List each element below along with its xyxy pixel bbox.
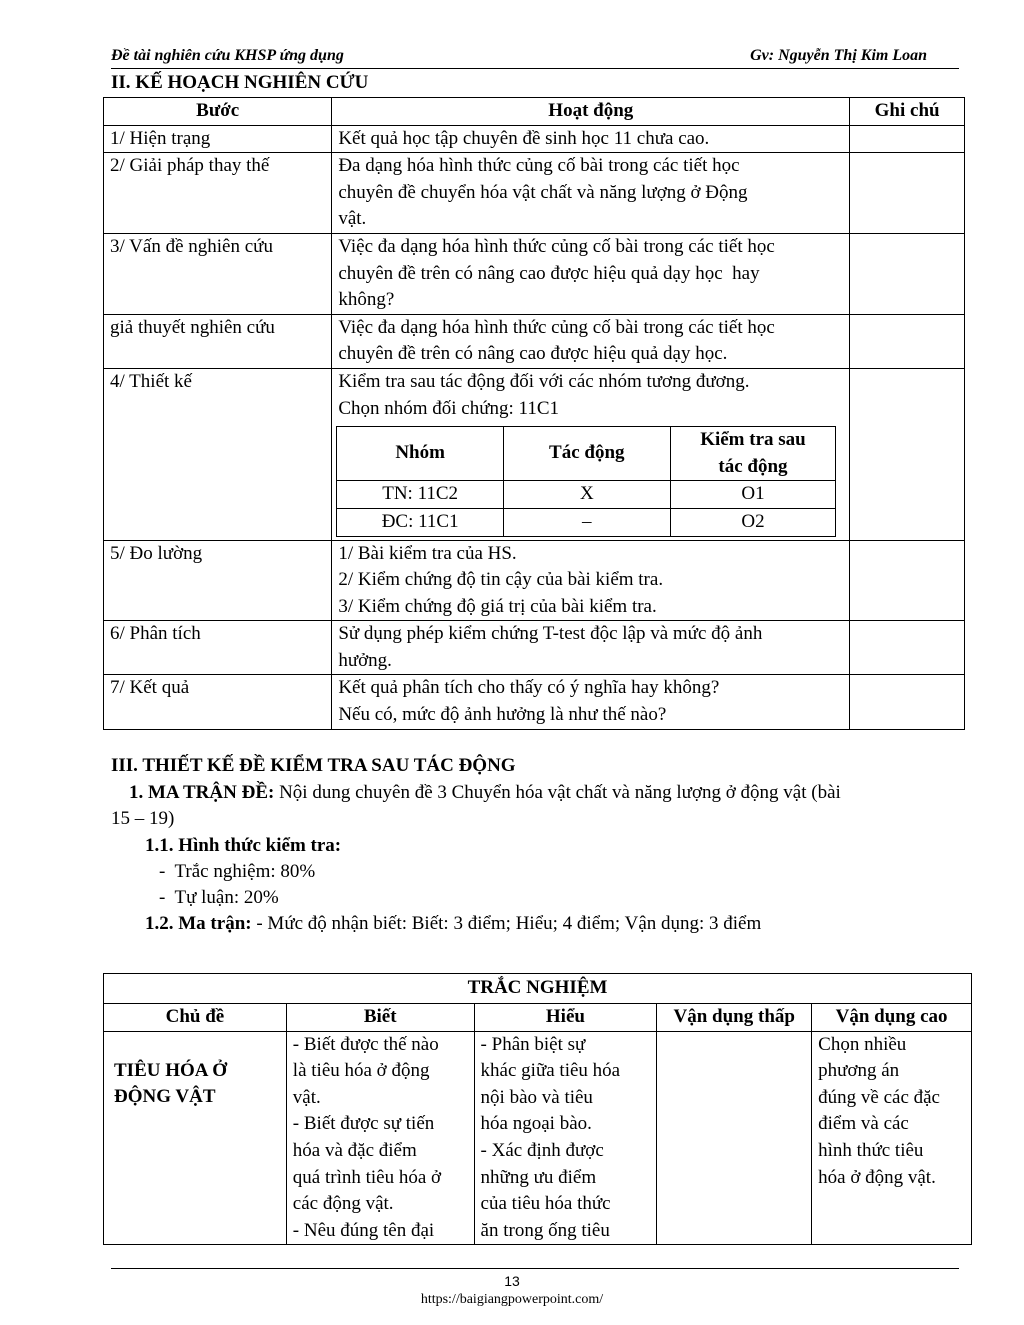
m-text: - Mức độ nhận biết: Biết: 3 điểm; Hiểu; 4 điểm; Vận dụng: 3 điểm [251,913,762,934]
understand-line: nội bào và tiêu [480,1086,593,1108]
footer-divider [111,1268,959,1269]
activity-line: chuyên đề trên có nâng cao được hiệu quả dạy học hay [338,262,760,284]
matrix-header-topic: Chủ đề [104,1004,287,1032]
apply-high-line: Chọn nhiều [818,1033,907,1055]
activity-line: Đa dạng hóa hình thức củng cố bài trong các tiết học [338,155,740,177]
activity-cell [332,621,850,675]
apply-high-line: hóa ở động vật. [818,1166,936,1188]
activity-line: Kết quả phân tích cho thấy có ý nghĩa hay không? [338,677,720,699]
header-right: Gv: Nguyễn Thị Kim Loan [750,47,927,64]
design-cell: ĐC: 11C1 [337,508,504,536]
posttest-line: tác động [718,455,788,477]
activity-line: Chọn nhóm đối chứng: 11C1 [338,397,560,419]
understand-cell [474,1031,657,1245]
step-cell: 7/ Kết quả [104,675,332,729]
apply-high-line: hình thức tiêu [818,1139,924,1161]
note-cell [850,314,965,368]
activity-line: Sử dụng phép kiểm chứng T-test độc lập và mức độ ảnh [338,623,763,645]
design-cell: – [503,508,670,536]
research-plan-table [103,97,965,730]
form-item: - Tự luận: 20% [159,887,279,908]
activity-line: Việc đa dạng hóa hình thức củng cố bài trong các tiết học [338,235,775,257]
know-line: là tiêu hóa ở động [292,1060,430,1082]
step-cell: giả thuyết nghiên cứu [104,314,332,368]
design-table [336,426,836,536]
activity-cell [332,153,850,234]
step-cell: 2/ Giải pháp thay thế [104,153,332,234]
note-cell [850,368,965,540]
design-row [337,508,836,536]
design-row [337,481,836,509]
matrix-label: 1. MA TRẬN ĐỀ: [129,782,275,803]
understand-line: của tiêu hóa thức [480,1193,611,1215]
table-row [104,540,965,621]
understand-line: khác giữa tiêu hóa [480,1060,621,1082]
understand-line: hóa ngoại bào. [480,1113,592,1135]
activity-cell [332,368,850,540]
understand-line: - Phân biệt sự [480,1033,586,1055]
activity-line: Kết quả học tập chuyên đề sinh học 11 chưa cao. [338,127,710,149]
step-cell: 6/ Phân tích [104,621,332,675]
apply-high-line: điểm và các [818,1113,909,1135]
activity-line: 2/ Kiểm chứng độ tin cậy của bài kiểm tra. [338,569,664,591]
step-cell: 3/ Vấn đề nghiên cứu [104,233,332,314]
col-header-step: Bước [104,98,332,126]
form-label: 1.1. Hình thức kiểm tra: [145,835,342,856]
know-line: các động vật. [292,1193,394,1215]
activity-line: Nếu có, mức độ ảnh hưởng là như thế nào? [338,704,667,726]
design-cell: O2 [670,508,836,536]
activity-line: 1/ Bài kiểm tra của HS. [338,542,517,564]
table-row [104,621,965,675]
test-matrix-table [103,973,972,1245]
activity-cell [332,675,850,729]
know-cell [286,1031,474,1245]
topic-cell [104,1031,287,1245]
design-cell: O1 [670,481,836,509]
understand-line: ăn trong ống tiêu [480,1219,610,1241]
know-line: hóa và đặc điểm [292,1139,417,1161]
section-2-title: II. KẾ HOẠCH NGHIÊN CỨU [111,72,369,93]
activity-line: hưởng. [338,649,392,671]
note-cell [850,621,965,675]
know-line: quá trình tiêu hóa ở [292,1166,442,1188]
design-header-group: Nhóm [337,427,504,481]
activity-line: chuyên đề chuyển hóa vật chất và năng lượng ở Động [338,181,748,203]
page-header [111,46,959,69]
table-row [104,125,965,153]
activity-cell [332,125,850,153]
topic-line: ĐỘNG VẬT [114,1086,216,1108]
design-cell: TN: 11C2 [337,481,504,509]
m-label: 1.2. Ma trận: [145,913,252,934]
matrix-heading [129,780,841,806]
table-row [104,233,965,314]
matrix-text-cont: 15 – 19) [111,808,175,829]
posttest-line: Kiểm tra sau [700,429,806,451]
step-cell: 1/ Hiện trạng [104,125,332,153]
understand-line: những ưu điểm [480,1166,597,1188]
matrix-text: Nội dung chuyên đề 3 Chuyển hóa vật chất và năng lượng ở động vật (bài [274,782,841,803]
page-number: 13 [504,1273,520,1289]
footer-url[interactable]: https://baigiangpowerpoint.com/ [420,1292,604,1307]
note-cell [850,153,965,234]
table-row [104,675,965,729]
step-cell: 4/ Thiết kế [104,368,332,540]
know-line: - Biết được thế nào [292,1033,439,1055]
design-header-posttest [670,427,836,481]
know-line: - Biết được sự tiến [292,1113,435,1135]
note-cell [850,125,965,153]
activity-cell [332,540,850,621]
col-header-activity: Hoạt động [332,98,850,126]
matrix-header-apply-high: Vận dụng cao [812,1004,972,1032]
activity-cell [332,233,850,314]
header-left: Đề tài nghiên cứu KHSP ứng dụng [111,47,344,64]
apply-high-cell [812,1031,972,1245]
apply-high-line: phương án [818,1060,900,1082]
activity-line: 3/ Kiểm chứng độ giá trị của bài kiểm tra. [338,595,657,617]
apply-high-line: đúng về các đặc [818,1086,940,1108]
activity-cell [332,314,850,368]
design-header-treatment: Tác động [503,427,670,481]
activity-line: vật. [338,208,367,230]
table-row [104,153,965,234]
matrix-header-know: Biết [286,1004,474,1032]
design-cell: X [503,481,670,509]
step-cell: 5/ Đo lường [104,540,332,621]
form-item: - Trắc nghiệm: 80% [159,861,316,882]
activity-line: không? [338,289,395,311]
know-line: - Nêu đúng tên đại [292,1219,435,1241]
note-cell [850,233,965,314]
apply-low-cell [657,1031,812,1245]
table-row [104,314,965,368]
activity-line: Kiểm tra sau tác động đối với các nhóm tương đương. [338,370,750,392]
note-cell [850,540,965,621]
col-header-note: Ghi chú [850,98,965,126]
table-row [104,368,965,540]
know-line: vật. [292,1086,321,1108]
matrix-table-title: TRẮC NGHIỆM [104,974,972,1004]
table-row [104,1031,972,1245]
topic-line: TIÊU HÓA Ở [114,1059,227,1081]
matrix-header-understand: Hiểu [474,1004,657,1032]
understand-line: - Xác định được [480,1139,604,1161]
activity-line: Việc đa dạng hóa hình thức củng cố bài trong các tiết học [338,316,775,338]
activity-line: chuyên đề trên có nâng cao được hiệu quả dạy học. [338,343,728,365]
note-cell [850,675,965,729]
matrix-level-line [145,911,761,937]
section-3-title: III. THIẾT KẾ ĐỀ KIỂM TRA SAU TÁC ĐỘNG [111,755,516,776]
matrix-header-apply-low: Vận dụng thấp [657,1004,812,1032]
